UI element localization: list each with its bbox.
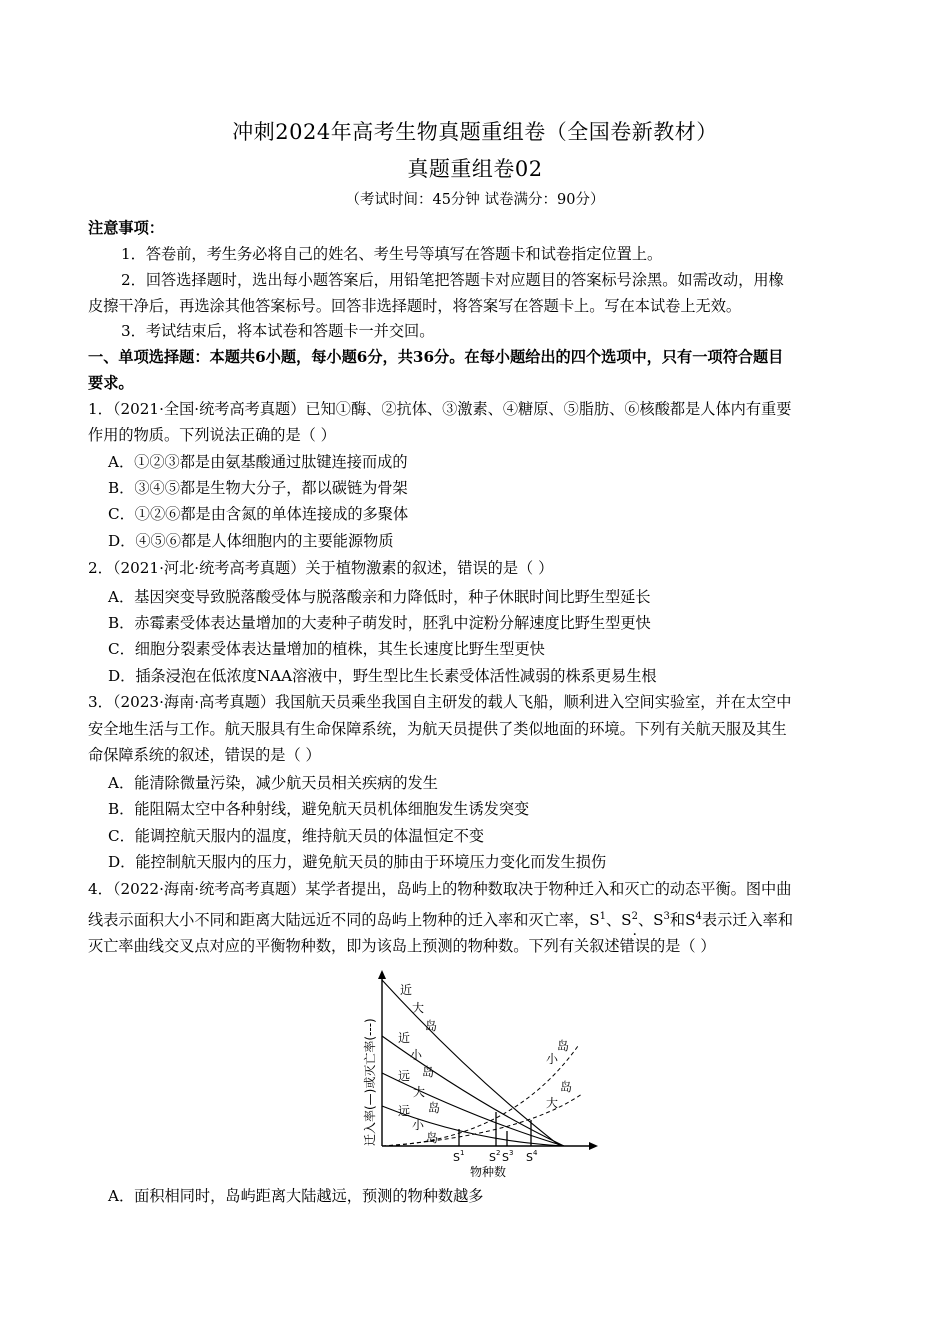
- superscript: 3: [663, 911, 670, 922]
- dashed-curve-label: 岛: [557, 1039, 570, 1053]
- curve-label: 近: [400, 983, 413, 997]
- tick-label-sup: 1: [460, 1149, 465, 1157]
- curve-label: 远: [398, 1104, 411, 1118]
- curve-label: 岛: [425, 1019, 438, 1033]
- curve-label: 岛: [428, 1101, 441, 1115]
- option-d: D．能控制航天服内的压力，避免航天员的肺由于环境压力变化而发生损伤: [108, 853, 607, 871]
- dashed-curve-label: 岛: [560, 1080, 573, 1094]
- option-a: A．能清除微量污染，减少航天员相关疾病的发生: [108, 774, 438, 792]
- stem-text: 和S: [669, 911, 696, 930]
- exam-title: 冲刺2024年高考生物真题重组卷（全国卷新教材）: [232, 120, 718, 144]
- stem-text: 灭亡率曲线交叉点对应的平衡物种数，即为该岛上预测的物种数。下列有关叙述: [88, 937, 620, 955]
- question-stem: 命保障系统的叙述，错误的是（ ）: [88, 746, 321, 764]
- stem-text: 、S: [605, 911, 632, 930]
- option-a: A．①②③都是由氨基酸通过肽键连接而成的: [108, 453, 408, 471]
- option-d: D．④⑤⑥都是人体细胞内的主要能源物质: [108, 532, 394, 550]
- tick-label: S: [453, 1151, 460, 1164]
- option-c: C．能调控航天服内的温度，维持航天员的体温恒定不变: [108, 827, 485, 845]
- option-b: B．③④⑤都是生物大分子，都以碳链为骨架: [108, 479, 408, 497]
- curve-label: 小: [412, 1118, 425, 1132]
- stem-text: 表示迁入率和: [701, 911, 793, 930]
- question-stem: 3．（2023·海南·高考真题）我国航天员乘坐我国自主研发的载人飞船，顺利进入空间实验室，并在太空中: [88, 693, 792, 711]
- question-stem: 2．（2021·河北·统考高考真题）关于植物激素的叙述，错误的是（ ）: [88, 559, 554, 577]
- tick-label-sup: 3: [509, 1149, 514, 1157]
- curve-label: 岛: [426, 1131, 439, 1145]
- x-axis-label: 物种数: [470, 1165, 507, 1179]
- dashed-curve-label: 大: [546, 1096, 559, 1110]
- question-stem: 作用的物质。下列说法正确的是（ ）: [88, 426, 336, 444]
- question-stem: 1．（2021·全国·统考高考真题）已知①酶、②抗体、③激素、④糖原、⑤脂肪、⑥核酸都是人体内有重要: [88, 400, 792, 418]
- question-stem: 4．（2022·海南·统考高考真题）某学者提出，岛屿上的物种数取决于物种迁入和灭亡的动态平衡。图中曲: [88, 880, 792, 898]
- option-a: A．面积相同时，岛屿距离大陆越远，预测的物种数越多: [108, 1187, 484, 1205]
- tick-label-sup: 4: [533, 1149, 538, 1157]
- option-b: B．赤霉素受体表达量增加的大麦种子萌发时，胚乳中淀粉分解速度比野生型更快: [108, 614, 651, 632]
- curve-near-large: [382, 980, 560, 1146]
- exam-subtitle: 真题重组卷02: [407, 157, 543, 181]
- tick-label: S: [489, 1151, 496, 1164]
- y-axis-arrow: [378, 970, 386, 979]
- x-axis-arrow: [589, 1142, 598, 1150]
- stem-text: 线表示面积大小不同和距离大陆远近不同的岛屿上物种的迁入率和灭亡率，S: [88, 911, 600, 930]
- exam-info: （考试时间：45分钟 试卷满分：90分）: [345, 192, 605, 208]
- curve-label: 远: [398, 1069, 411, 1083]
- stem-text: 的是（ ）: [649, 937, 716, 955]
- dashed-curve-label: 小: [546, 1052, 559, 1066]
- note-item: 1．答卷前，考生务必将自己的姓名、考生号等填写在答题卡和试卷指定位置上。: [121, 245, 663, 263]
- option-b: B．能阻隔太空中各种射线，避免航天员机体细胞发生诱发突变: [108, 800, 530, 818]
- superscript: 4: [695, 911, 702, 922]
- option-d: D．插条浸泡在低浓度NAA溶液中，野生型比生长素受体活性减弱的株系更易生根: [108, 667, 657, 685]
- section-heading: 一、单项选择题：本题共6小题，每小题6分，共36分。在每小题给出的四个选项中，只有一项符合题目: [88, 348, 784, 366]
- note-item: 2．回答选择题时，选出每小题答案后，用铅笔把答题卡对应题目的答案标号涂黑。如需改动，用橡: [121, 271, 784, 289]
- tick-label-sup: 2: [496, 1149, 501, 1157]
- tick-label: S: [526, 1151, 533, 1164]
- stem-text: 、S: [637, 911, 664, 930]
- curve-label: 大: [413, 1085, 426, 1099]
- y-axis-label: 迁入率(—)或灭亡率(---): [363, 1018, 377, 1146]
- island-biogeography-figure: [350, 966, 605, 1181]
- question-stem: [88, 907, 868, 930]
- superscript: 2: [631, 911, 638, 922]
- emphasis-text: 错误: [619, 937, 650, 955]
- curve-label: 岛: [422, 1065, 435, 1079]
- curve-label: 近: [398, 1031, 411, 1045]
- note-item: 皮擦干净后，再选涂其他答案标号。回答非选择题时，将答案写在答题卡上。写在本试卷上无效。: [88, 297, 742, 315]
- option-c: C．细胞分裂素受体表达量增加的植株，其生长速度比野生型更快: [108, 640, 545, 658]
- option-c: C．①②⑥都是由含氮的单体连接成的多聚体: [108, 505, 409, 523]
- note-item: 3．考试结束后，将本试卷和答题卡一并交回。: [121, 322, 435, 340]
- superscript: 1: [599, 911, 606, 922]
- curve-label: 小: [410, 1048, 423, 1062]
- notes-heading: 注意事项：: [88, 219, 164, 237]
- curve-label: 大: [412, 1001, 425, 1015]
- tick-label: S: [502, 1151, 509, 1164]
- question-stem: [88, 937, 868, 956]
- section-heading-cont: 要求。: [88, 374, 134, 392]
- question-stem: 安全地生活与工作。航天服具有生命保障系统，为航天员提供了类似地面的环境。下列有关航天服及其生: [88, 720, 787, 738]
- option-a: A．基因突变导致脱落酸受体与脱落酸亲和力降低时，种子休眠时间比野生型延长: [108, 588, 651, 606]
